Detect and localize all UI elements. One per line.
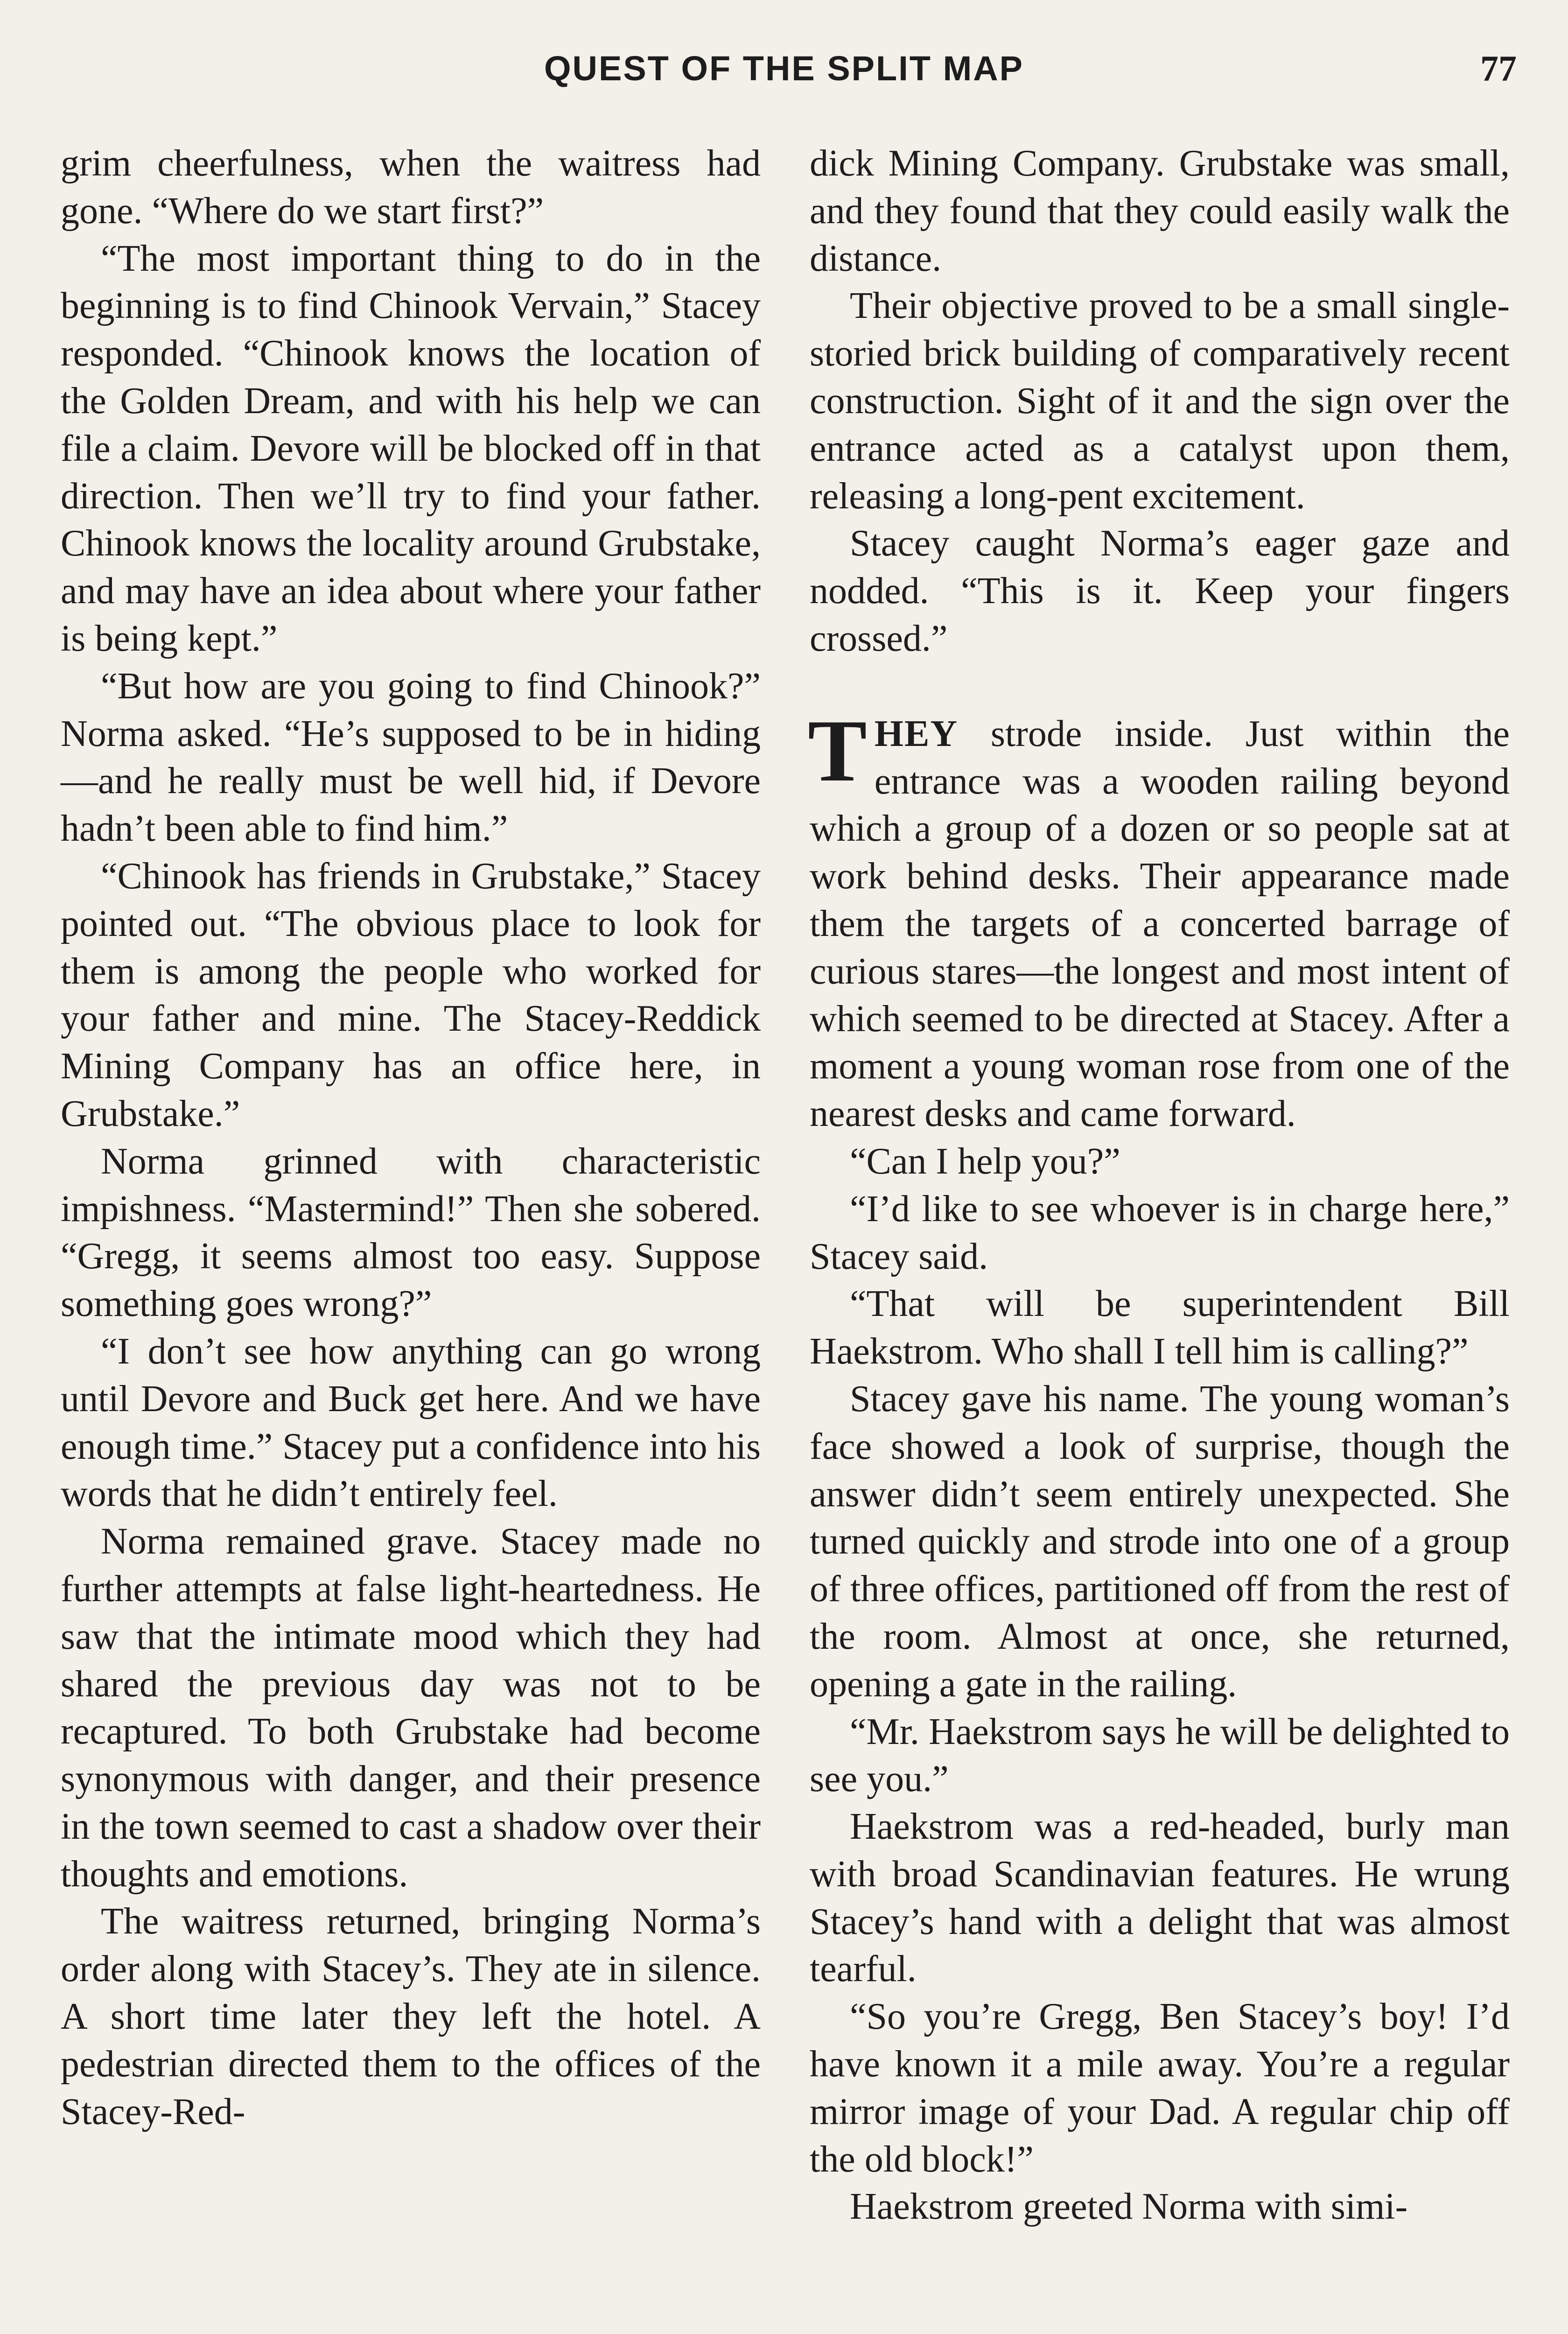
page-number: 77: [1480, 48, 1517, 89]
paragraph: “Can I help you?”: [850, 1140, 1120, 1182]
paragraph: “Mr. Haekstrom says he will be delighted to see you.”: [810, 1711, 1510, 1800]
paragraph-text: strode inside. Just within the entrance was a wooden railing beyond which a group of a dozen or so people sat at work behind desks. Their appearance made them the targets of a concerted barrage of curious stares—the longest and most intent of which seemed to be directed at Stacey. After a moment a young woman rose from one of the nearest desks and came forward.: [810, 713, 1510, 1135]
paragraph: grim cheerfulness, when the waitress had gone. “Where do we start first?”: [61, 143, 761, 232]
paragraph: Haekstrom was a red-headed, burly man with broad Scandinavian features. He wrung Stacey’s hand with a delight that was almost tearful.: [810, 1806, 1510, 1990]
paragraph: Stacey caught Norma’s eager gaze and nodded. “This is it. Keep your fingers crossed.”: [810, 523, 1510, 659]
paragraph: The waitress returned, bringing Norma’s order along with Stacey’s. They ate in silence. A short time later they left the hotel. A pedestrian directed them to the offices of the Stacey-Red-: [61, 1901, 761, 2132]
paragraph: dick Mining Company. Grubstake was small, and they found that they could easily walk the distance.: [810, 143, 1510, 279]
paragraph: “Chinook has friends in Grubstake,” Stacey pointed out. “The obvious place to look for them is among the people who worked for your father and mine. The Stacey-Reddick Mining Company has an office here, in Grubstake.”: [61, 855, 761, 1134]
paragraph: “So you’re Gregg, Ben Stacey’s boy! I’d have known it a mile away. You’re a regular mirror image of your Dad. A regular chip off the old block!”: [810, 1996, 1510, 2180]
paragraph: Stacey gave his name. The young woman’s face showed a look of surprise, though the answer didn’t seem entirely unexpected. She turned quickly and strode into one of a group of three offices, partitioned off from the rest of the room. Almost at once, she returned, opening a gate in the railing.: [810, 1378, 1510, 1705]
paragraph: Haekstrom greeted Norma with simi-: [850, 2186, 1408, 2228]
lead-in-caps: HEY: [874, 713, 959, 754]
paragraph: “That will be superintendent Bill Haekstrom. Who shall I tell him is calling?”: [810, 1283, 1510, 1372]
left-column: [61, 140, 761, 2136]
running-head: [0, 43, 1568, 94]
right-column: [810, 140, 1510, 2231]
paragraph: Norma grinned with characteristic impishness. “Mastermind!” Then she sobered. “Gregg, it seems almost too easy. Suppose something goes wrong?”: [61, 1140, 761, 1325]
running-title: QUEST OF THE SPLIT MAP: [544, 49, 1024, 88]
section-opening-paragraph: [808, 702, 1510, 1138]
paragraph: Their objective proved to be a small single-storied brick building of comparatively recent construction. Sight of it and the sign over the entrance acted as a catalyst upon them, releasing a long-pent excitement.: [810, 285, 1510, 517]
paragraph: Norma remained grave. Stacey made no further attempts at false light-heartedness. He saw that the intimate mood which they had shared the previous day was not to be recaptured. To both Grubstake had become synonymous with danger, and their presence in the town seemed to cast a shadow over their thoughts and emotions.: [61, 1521, 761, 1895]
paragraph: “I’d like to see whoever is in charge here,” Stacey said.: [810, 1188, 1510, 1277]
paragraph: “The most important thing to do in the beginning is to find Chinook Vervain,” Stacey responded. “Chinook knows the location of the Golden Dream, and with his help we can file a claim. Devore will be blocked off in that direction. Then we’ll try to find your father. Chinook knows the locality around Grubstake, and may have an idea about where your father is being kept.”: [61, 238, 761, 659]
drop-cap: T: [808, 702, 867, 800]
paragraph: “I don’t see how anything can go wrong until Devore and Buck get here. And we have enough time.” Stacey put a confidence into his words that he didn’t entirely feel.: [61, 1330, 761, 1515]
paragraph: “But how are you going to find Chinook?” Norma asked. “He’s supposed to be in hiding—and he really must be well hid, if Devore hadn’t been able to find him.”: [61, 665, 761, 850]
